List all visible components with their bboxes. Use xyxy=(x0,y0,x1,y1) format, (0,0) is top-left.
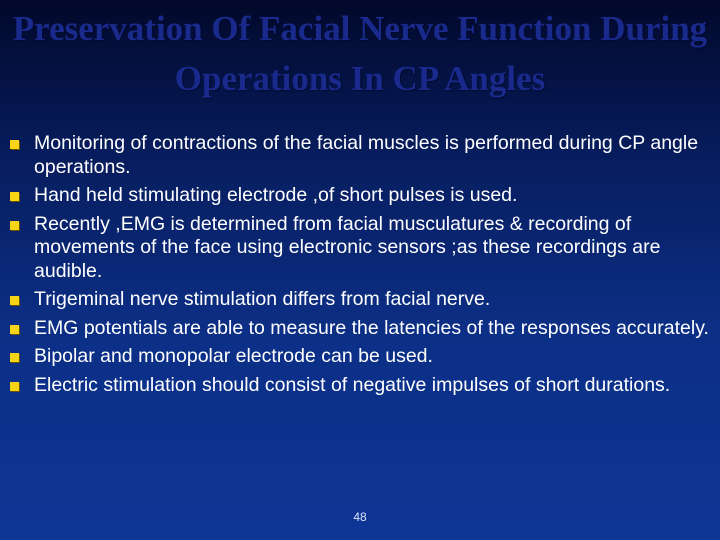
square-bullet-icon xyxy=(10,382,19,391)
bullet-text: Monitoring of contractions of the facial muscles is performed during CP angle operations. xyxy=(34,132,699,178)
bullet-item xyxy=(0,345,720,369)
square-bullet-icon xyxy=(10,353,19,362)
bullet-text: Electric stimulation should consist of negative impulses of short durations. xyxy=(34,373,671,396)
bullet-text: EMG potentials are able to measure the latencies of the responses accurately. xyxy=(34,316,709,339)
bullet-item xyxy=(0,132,720,179)
bullet-text: Recently ,EMG is determined from facial musculatures & recording of movements of the face using electronic sensors ;as these recordings are audible. xyxy=(34,212,661,282)
square-bullet-icon xyxy=(10,192,19,201)
slide-title: Preservation Of Facial Nerve Function During Operations In CP Angles xyxy=(12,9,708,98)
square-bullet-icon xyxy=(10,140,19,149)
bullet-list xyxy=(0,132,720,402)
bullet-item xyxy=(0,288,720,312)
page-number: 48 xyxy=(353,510,367,524)
bullet-text: Hand held stimulating electrode ,of short pulses is used. xyxy=(34,184,518,206)
bullet-item xyxy=(0,213,720,284)
square-bullet-icon xyxy=(10,325,19,334)
bullet-text: Trigeminal nerve stimulation differs from facial nerve. xyxy=(34,288,491,310)
bullet-text: Bipolar and monopolar electrode can be used. xyxy=(34,345,433,367)
bullet-item xyxy=(0,374,720,398)
square-bullet-icon xyxy=(10,296,19,305)
bullet-item xyxy=(0,184,720,208)
bullet-item xyxy=(0,317,720,341)
square-bullet-icon xyxy=(10,221,19,230)
